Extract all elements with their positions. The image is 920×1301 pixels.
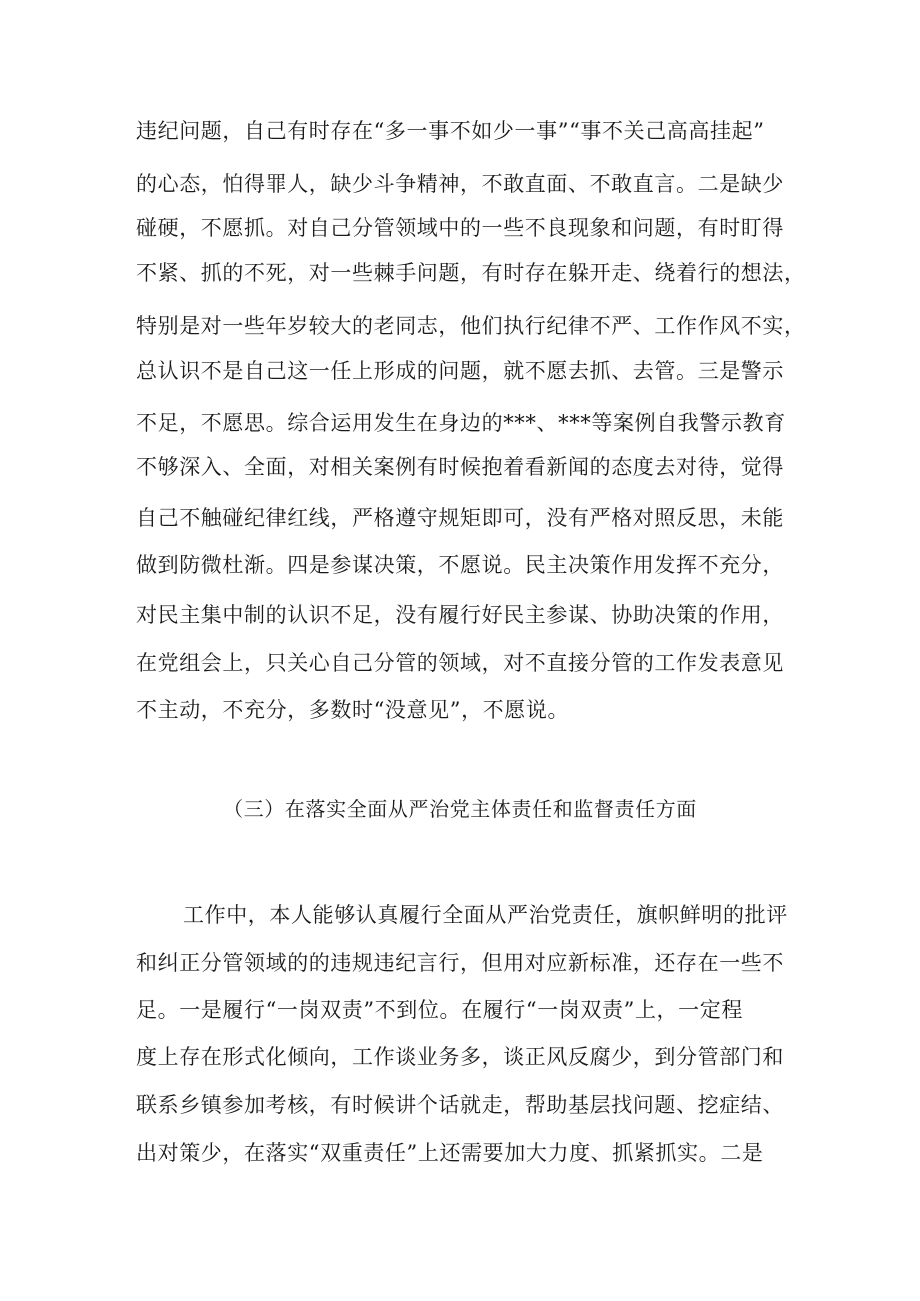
text-line: 不主动，不充分，多数时“没意见”，不愿说。 [136, 698, 570, 722]
text-line: 度上存在形式化倾向，工作谈业务多，谈正风反腐少，到分管部门和 [136, 1045, 784, 1069]
text-line: 不紧、抓的不死，对一些棘手问题，有时存在躲开走、绕着行的想法， [136, 261, 806, 285]
text-line: 不够深入、全面，对相关案例有时候抱着看新闻的态度去对待，觉得 [136, 455, 784, 479]
text-line: 联系乡镇参加考核，有时候讲个话就走，帮助基层找问题、挖症结、 [136, 1093, 784, 1117]
text-line: 自己不触碰纪律红线，严格遵守规矩即可，没有严格对照反思，未能 [136, 506, 784, 530]
text-line: 和纠正分管领域的的违规违纪言行，但用对应新标准，还存在一些不 [136, 951, 784, 975]
text-line: 足。一是履行“一岗双责”不到位。在履行“一岗双责”上，一定程 [136, 998, 743, 1022]
text-line: 出对策少，在落实“双重责任”上还需要加大力度、抓紧抓实。二是 [136, 1141, 764, 1165]
text-line: 对民主集中制的认识不足，没有履行好民主参谋、协助决策的作用， [136, 603, 784, 627]
text-line: 不足，不愿思。综合运用发生在身边的***、***等案例自我警示教育 [136, 411, 786, 435]
text-line: 违纪问题，自己有时存在“多一事不如少一事”“事不关己高高挂起” [136, 119, 765, 143]
text-line: 工作中，本人能够认真履行全面从严治党责任，旗帜鲜明的批评 [183, 903, 788, 927]
section-heading: （三）在落实全面从严治党主体责任和监督责任方面 [223, 797, 697, 821]
text-line: 碰硬，不愿抓。对自己分管领域中的一些不良现象和问题，有时盯得 [136, 216, 784, 240]
text-line: 总认识不是自己这一任上形成的问题，就不愿去抓、去管。三是警示 [136, 359, 784, 383]
text-line: 的心态，怕得罪人，缺少斗争精神，不敢直面、不敢直言。二是缺少 [136, 172, 784, 196]
text-line: 做到防微杜渐。四是参谋决策，不愿说。民主决策作用发挥不充分， [136, 553, 784, 577]
text-line: 特别是对一些年岁较大的老同志，他们执行纪律不严、工作作风不实， [136, 314, 806, 338]
text-line: 在党组会上，只关心自己分管的领域，对不直接分管的工作发表意见 [136, 651, 784, 675]
